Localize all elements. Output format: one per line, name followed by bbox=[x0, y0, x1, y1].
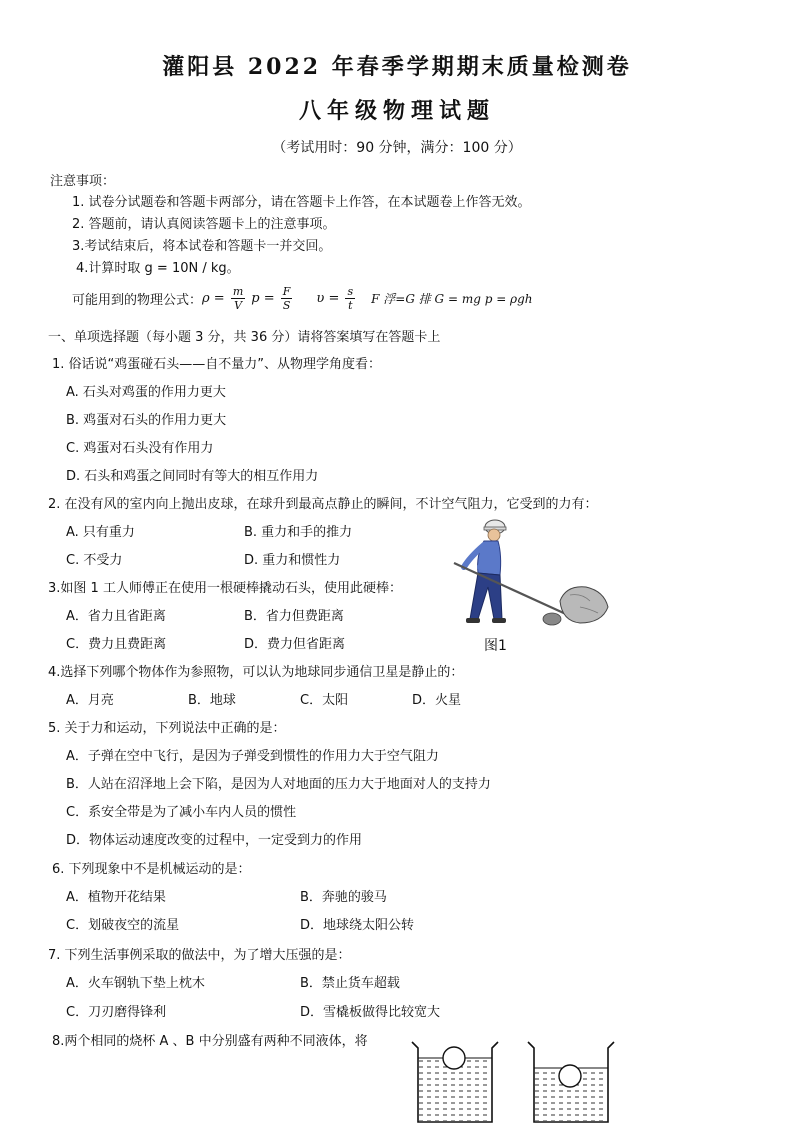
q5-option-a: A．子弹在空中飞行，是因为子弹受到惯性的作用力大于空气阻力 bbox=[66, 749, 439, 764]
q7-option-a: A．火车钢轨下垫上枕木 bbox=[66, 976, 205, 991]
q2-option-b: B. 重力和手的推力 bbox=[244, 525, 353, 540]
q5-stem: 5. 关于力和运动，下列说法中正确的是： bbox=[48, 721, 286, 736]
q6-option-a: A．植物开花结果 bbox=[66, 890, 166, 905]
section-heading: 一、单项选择题（每小题 3 分，共 36 分）请将答案填写在答题卡上 bbox=[48, 330, 441, 345]
q7-option-b: B．禁止货车超载 bbox=[300, 976, 400, 991]
q2-option-c: C. 不受力 bbox=[66, 553, 123, 568]
q8-stem: 8.两个相同的烧杯 A 、B 中分别盛有两种不同液体，将 bbox=[52, 1034, 368, 1049]
notice-heading: 注意事项： bbox=[50, 174, 116, 189]
q1-option-a: A. 石头对鸡蛋的作用力更大 bbox=[66, 385, 226, 400]
other-formulas: F 浮=G 排 G = mg p = ρgh bbox=[371, 291, 533, 306]
q6-stem: 6. 下列现象中不是机械运动的是： bbox=[52, 862, 251, 877]
density-formula: ρ = $\frac{m}{V}$ bbox=[202, 284, 244, 312]
q1-stem: 1. 俗话说“鸡蛋碰石头——自不量力”、从物理学角度看： bbox=[52, 357, 382, 372]
q4-option-a: A．月亮 bbox=[66, 693, 114, 708]
q3-option-c: C．费力且费距离 bbox=[66, 637, 167, 652]
q4-option-c: C．太阳 bbox=[300, 693, 349, 708]
q6-option-d: D．地球绕太阳公转 bbox=[300, 918, 415, 933]
figure-1-label: 图1 bbox=[484, 638, 507, 654]
q1-option-c: C. 鸡蛋对石头没有作用力 bbox=[66, 441, 214, 456]
q5-option-b: B．人站在沼泽地上会下陷，是因为人对地面的压力大于地面对人的支持力 bbox=[66, 777, 491, 792]
beaker-a bbox=[412, 1042, 498, 1122]
notice-item-3: 3.考试结束后，将本试卷和答题卡一并交回。 bbox=[72, 239, 332, 254]
q3-stem: 3.如图 1 工人师傅正在使用一根硬棒撬动石头，使用此硬棒： bbox=[48, 581, 402, 596]
q7-stem: 7. 下列生活事例采取的做法中，为了增大压强的是： bbox=[48, 948, 351, 963]
figure-beakers bbox=[410, 1040, 640, 1127]
figure-1-worker-lever bbox=[440, 515, 615, 654]
q1-option-d: D. 石头和鸡蛋之间同时有等大的相互作用力 bbox=[66, 469, 319, 484]
q6-option-b: B．奔驰的骏马 bbox=[300, 890, 387, 905]
q7-option-c: C．刀刃磨得锋利 bbox=[66, 1005, 167, 1020]
notice-item-4: 4.计算时取 g = 10N / kg。 bbox=[76, 261, 240, 276]
q1-option-b: B. 鸡蛋对石头的作用力更大 bbox=[66, 413, 227, 428]
speed-formula: υ = $\frac{s}{t}$ bbox=[316, 284, 354, 312]
pressure-formula: p = $\frac{F}{S}$ bbox=[251, 284, 291, 312]
q4-option-d: D．火星 bbox=[412, 693, 462, 708]
beaker-b bbox=[528, 1042, 614, 1122]
q2-stem: 2. 在没有风的室内向上抛出皮球，在球升到最高点静止的瞬间，不计空气阻力，它受到的力有： bbox=[48, 497, 598, 512]
formula-line bbox=[72, 282, 533, 314]
notice-item-2: 2. 答题前，请认真阅读答题卡上的注意事项。 bbox=[72, 217, 336, 232]
exam-title: 灌阳县 2022 年春季学期期末质量检测卷 bbox=[162, 54, 632, 80]
q6-option-c: C．划破夜空的流星 bbox=[66, 918, 180, 933]
q4-stem: 4.选择下列哪个物体作为参照物，可以认为地球同步通信卫星是静止的： bbox=[48, 665, 464, 680]
notice-item-1: 1. 试卷分试题卷和答题卡两部分，请在答题卡上作答，在本试题卷上作答无效。 bbox=[72, 195, 531, 210]
q3-option-d: D．费力但省距离 bbox=[244, 637, 346, 652]
q2-option-d: D. 重力和惯性力 bbox=[244, 553, 341, 568]
q3-option-b: B．省力但费距离 bbox=[244, 609, 344, 624]
q4-option-b: B．地球 bbox=[188, 693, 236, 708]
formula-label: 可能用到的物理公式： bbox=[72, 292, 203, 308]
q7-option-d: D．雪橇板做得比较宽大 bbox=[300, 1005, 441, 1020]
q3-option-a: A．省力且省距离 bbox=[66, 609, 166, 624]
q5-option-c: C．系安全带是为了减小车内人员的惯性 bbox=[66, 805, 297, 820]
exam-info: （考试用时：90 分钟，满分：100 分） bbox=[272, 140, 522, 156]
q2-option-a: A. 只有重力 bbox=[66, 525, 135, 540]
q5-option-d: D．物体运动速度改变的过程中，一定受到力的作用 bbox=[66, 833, 363, 848]
exam-subtitle: 八年级物理试题 bbox=[298, 98, 495, 124]
